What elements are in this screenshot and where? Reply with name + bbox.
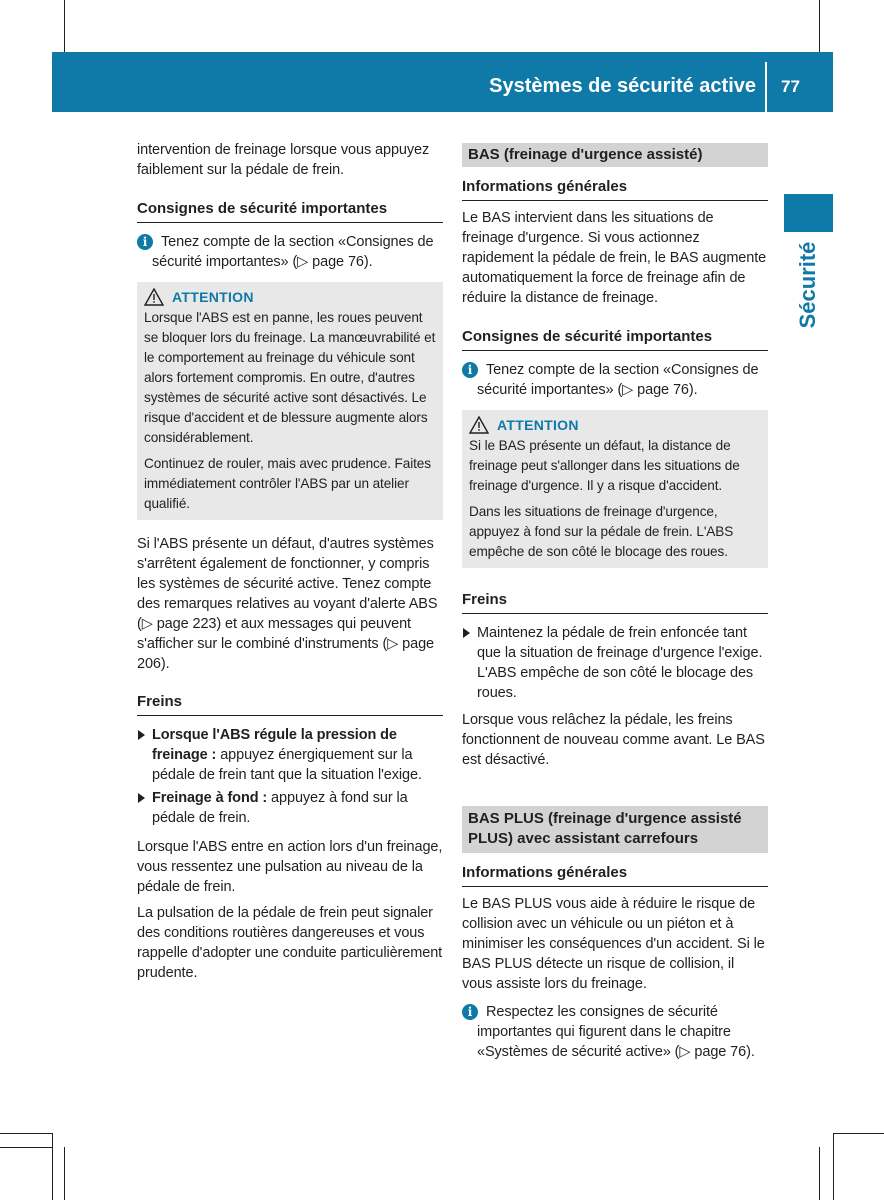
list-item-text <box>152 725 443 785</box>
section-title-bas: BAS (freinage d'urgence assisté) <box>462 143 768 167</box>
bullet-arrow-icon <box>463 628 470 638</box>
left-column <box>137 140 443 983</box>
section-title-bas-plus: BAS PLUS (freinage d'urgence assisté PLUS) avec assistant carrefours <box>462 806 768 853</box>
crop-mark <box>64 1147 65 1200</box>
section-heading-safety: Consignes de sécurité importantes <box>137 199 443 223</box>
intro-text: intervention de freinage lorsque vous appuyez faiblement sur la pédale de frein. <box>137 142 430 178</box>
warning-triangle-icon <box>469 416 489 434</box>
warning-text: Continuez de rouler, mais avec prudence. Faites immédiatement contrôler l'ABS par un atelier qualifié. <box>144 456 431 511</box>
warning-text: Dans les situations de freinage d'urgence, appuyez à fond sur la pédale de frein. L'ABS empêche de son côté le blocage des roues. <box>469 504 734 559</box>
crop-mark <box>819 1147 820 1200</box>
chapter-title: Systèmes de sécurité active <box>489 75 756 97</box>
page-number: 77 <box>781 77 800 96</box>
side-section-label: Sécurité <box>795 241 820 329</box>
info-text: Respectez les consignes de sécurité importantes qui figurent dans le chapitre «Systèmes de sécurité active» (▷ page 76). <box>477 1004 755 1060</box>
list-item-body: appuyez à fond sur la pédale de frein. <box>152 790 408 826</box>
list-item-text <box>152 788 443 828</box>
crop-mark <box>819 0 820 52</box>
header-divider <box>765 62 767 112</box>
info-icon: i <box>462 1004 478 1020</box>
crop-mark <box>833 1133 884 1134</box>
info-note <box>462 1002 768 1062</box>
list-item-text: Maintenez la pédale de frein enfoncée tant que la situation de freinage d'urgence l'exige. <box>477 625 763 661</box>
section-heading-general: Informations générales <box>462 863 768 887</box>
abs-paragraph: Si l'ABS présente un défaut, d'autres systèmes s'arrêtent également de fonctionner, y compris les systèmes de sécurité active. Tenez compte des remarques relatives au voyant d'alerte ABS (▷ page 223) et aux messages qui peuvent s'afficher sur le combiné d'instruments (▷ page 206). <box>137 536 438 672</box>
list-item <box>137 788 443 828</box>
crop-mark <box>0 1147 52 1148</box>
warning-title: ATTENTION <box>172 289 254 305</box>
body-paragraph: Lorsque vous relâchez la pédale, les freins fonctionnent de nouveau comme avant. Le BAS est désactivé. <box>462 712 765 768</box>
crop-mark <box>833 1133 834 1200</box>
list-item-bold: Lorsque l'ABS régule la pression de freinage : <box>152 727 397 763</box>
body-paragraph: Lorsque l'ABS entre en action lors d'un freinage, vous ressentez une pulsation au niveau de la pédale de frein. <box>137 839 443 895</box>
warning-triangle-icon <box>144 288 164 306</box>
page-header <box>52 52 833 112</box>
list-item <box>137 725 443 785</box>
bullet-arrow-icon <box>138 730 145 740</box>
list-item-body: appuyez énergiquement sur la pédale de frein tant que la situation l'exige. <box>152 747 422 783</box>
crop-mark <box>64 0 65 52</box>
crop-mark <box>0 1133 52 1134</box>
info-text: Tenez compte de la section «Consignes de sécurité importantes» (▷ page 76). <box>152 234 434 270</box>
warning-box <box>462 410 768 568</box>
right-column <box>462 140 768 1062</box>
section-heading-brakes: Freins <box>462 590 768 614</box>
section-heading-brakes: Freins <box>137 692 443 716</box>
bullet-arrow-icon <box>138 793 145 803</box>
bas-plus-description: Le BAS PLUS vous aide à réduire le risque de collision avec un véhicule ou un piéton et à minimiser les conséquences d'un accident. Si le BAS PLUS détecte un risque de collision, il vous assiste lors du freinage. <box>462 896 765 992</box>
warning-header <box>469 414 761 436</box>
warning-text: Lorsque l'ABS est en panne, les roues peuvent se bloquer lors du freinage. La manœuvrabilité et le comportement au freinage du véhicule sont alors fortement compromis. En outre, d'autres systèmes de sécurité active sont désactivés. Le risque d'accident et de blessure augmente alors considérablement. <box>144 310 436 445</box>
info-note <box>462 360 768 400</box>
info-text: Tenez compte de la section «Consignes de sécurité importantes» (▷ page 76). <box>477 362 759 398</box>
bas-description: Le BAS intervient dans les situations de freinage d'urgence. Si vous actionnez rapidement la pédale de frein, le BAS augmente automatiquement la force de freinage afin de réduire la distance de freinage. <box>462 210 767 306</box>
crop-mark <box>52 1133 53 1200</box>
side-tab-marker <box>784 194 833 232</box>
section-heading-general: Informations générales <box>462 177 768 201</box>
list-item-result: L'ABS empêche de son côté le blocage des roues. <box>477 665 754 701</box>
warning-text: Si le BAS présente un défaut, la distance de freinage peut s'allonger dans les situations de freinage d'urgence. Il y a risque d'accident. <box>469 438 740 493</box>
body-paragraph: La pulsation de la pédale de frein peut signaler des conditions routières dangereuses et vous rappelle d'adopter une conduite particulièrement prudente. <box>137 905 443 981</box>
list-item <box>462 623 768 703</box>
section-heading-safety: Consignes de sécurité importantes <box>462 327 768 351</box>
info-icon: i <box>462 362 478 378</box>
warning-box <box>137 282 443 520</box>
info-icon: i <box>137 234 153 250</box>
info-note <box>137 232 443 272</box>
warning-header <box>144 286 436 308</box>
list-item-bold: Freinage à fond : <box>152 790 268 806</box>
warning-title: ATTENTION <box>497 417 579 433</box>
